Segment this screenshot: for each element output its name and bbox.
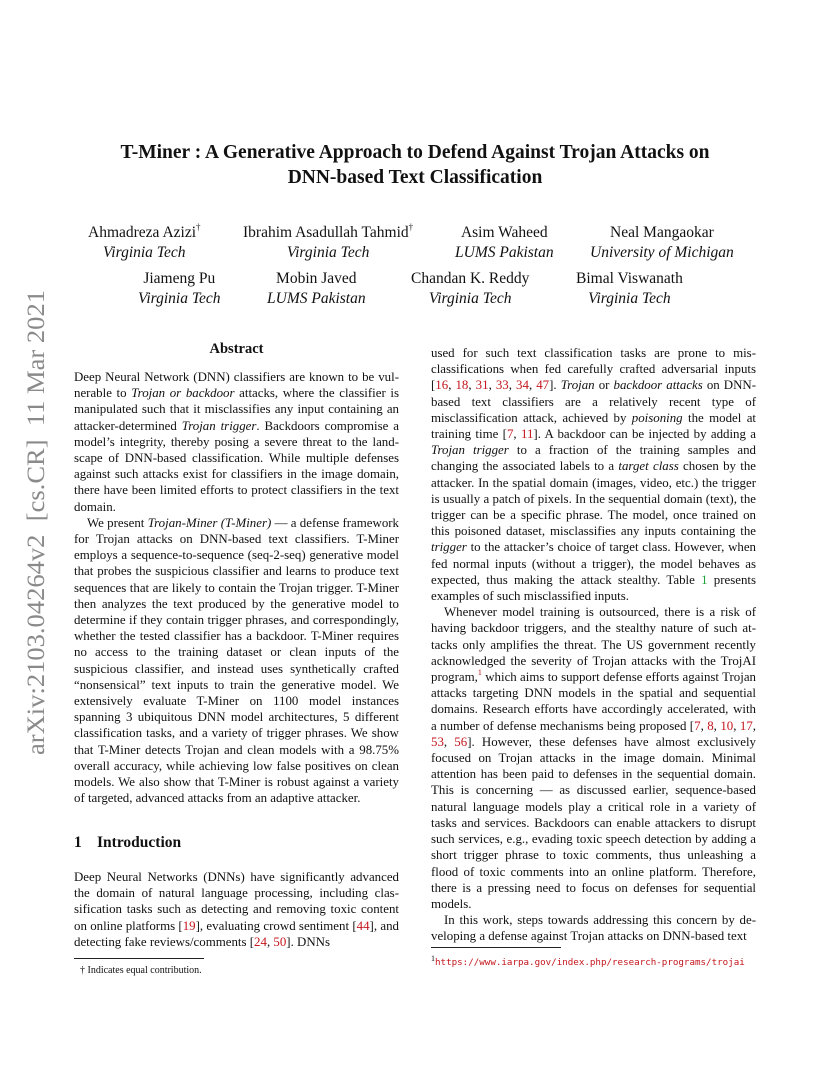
citation-link[interactable]: 24 <box>254 934 267 949</box>
author-block <box>590 223 734 262</box>
footnote-marker[interactable]: 1 <box>477 668 482 678</box>
citation-link[interactable]: 16 <box>435 378 449 393</box>
intro-paragraph-continued: used for such text classification tasks are prone to misclassifications when fed carefully crafted adversarial inputs [16, 18, 31, 33, 34, 47]. Trojan or backdoor attacks on DNN-based text classifiers are a relatively recent type of misclassification attack, achieved by poisoning the model at training time [7, 11]. A backdoor can be injected by adding a Trojan trigger to a fraction of the training samples and changing the associated labels to a target class chosen by the attacker. In the spatial domain (images, video, etc.) the trigger is usually a patch of pixels. In the sequential domain (text), the trigger can be a specific phrase. The model, once trained on this poisoned dataset, misclassifies any inputs containing the trigger to the attacker’s choice of target class. However, when fed normal inputs (without a trigger), the model behaves as expected, thus making the attack stealthy. Table 1 presents examples of such misclassified inputs. <box>431 346 757 604</box>
citation-link[interactable]: 7 <box>506 427 514 442</box>
left-column <box>74 369 399 806</box>
author-block <box>138 269 221 308</box>
equal-contribution-mark: † <box>196 222 201 232</box>
citation-link[interactable]: 10 <box>720 718 734 733</box>
arxiv-identifier-text: arXiv:2103.04264v2 [cs.CR] 11 Mar 2021 <box>23 317 50 755</box>
trojai-program-link[interactable]: https://www.iarpa.gov/index.php/research-programs/trojai <box>435 957 745 969</box>
author-block <box>267 269 366 308</box>
section-heading-introduction <box>74 834 181 852</box>
author-affiliation: Virginia Tech <box>102 243 186 261</box>
author-name: Asim Waheed <box>460 224 548 241</box>
emphasis: Trojan <box>560 378 595 393</box>
author-affiliation: Virginia Tech <box>138 289 221 307</box>
author-name: Ahmadreza Azizi <box>88 224 197 241</box>
citation-link[interactable]: 31 <box>475 378 489 393</box>
citation-link[interactable]: 11 <box>520 427 534 442</box>
citation-link[interactable]: 47 <box>536 378 550 393</box>
citation-link[interactable]: 34 <box>516 378 529 393</box>
citation-link[interactable]: 53 <box>431 734 444 749</box>
footnote-number: 1 <box>431 954 435 963</box>
author-name: Mobin Javed <box>276 270 357 287</box>
emphasis: Trojan-Miner (T-Miner) <box>147 515 272 530</box>
author-affiliation: Virginia Tech <box>286 243 370 261</box>
section-title: Introduction <box>97 834 182 851</box>
section-number: 1 <box>74 834 82 851</box>
emphasis: trigger <box>431 540 467 555</box>
right-column <box>431 345 756 945</box>
emphasis: Trojan or backdoor <box>131 386 235 401</box>
author-name: Bimal Viswanath <box>576 270 683 287</box>
author-affiliation: Virginia Tech <box>588 289 671 307</box>
abstract-paragraph-2: We present Trojan-Miner (T-Miner) — a defense framework for Trojan attacks on DNN-based text classifiers. T-Miner employs a sequence-to-sequence (seq-2-seq) generative model that probes the suspicious classifier and learns to produce text sequences that are likely to contain the Trojan trigger. T-Miner then analyzes the text produced by the generative model to determine if they contain trigger phrases, and correspondingly, whether the tested classifier has a backdoor. T-Miner requires no access to the training dataset or clean inputs of the suspicious classifier, and instead uses synthetically crafted “nonsensical” text inputs to train the generative model. We extensively evaluate T-Miner on 1100 model instances spanning 3 ubiquitous DNN model architectures, 5 different classification tasks, and a variety of trigger phrases. We show that T-Miner detects Trojan and clean models with a 98.75% overall accuracy, while achieving low false positives on clean models. We also show that T-Miner is robust against a variety of targeted, advanced attacks from an adaptive attacker. <box>74 515 400 806</box>
emphasis: backdoor attacks <box>613 378 703 393</box>
author-name: Jiameng Pu <box>143 270 216 287</box>
citation-link[interactable]: 44 <box>356 918 370 933</box>
footnote-equal-contribution: † Indicates equal contribution. <box>80 965 202 976</box>
footnote-trojai-url <box>431 952 761 970</box>
author-name: Chandan K. Reddy <box>411 270 530 287</box>
author-affiliation: University of Michigan <box>590 243 734 261</box>
paper-title-line-1: T-Miner : A Generative Approach to Defend Against Trojan Attacks on <box>120 142 710 163</box>
footnote-rule <box>431 947 561 948</box>
citation-link[interactable]: 19 <box>182 918 196 933</box>
citation-link[interactable]: 50 <box>273 934 287 949</box>
author-block <box>576 269 683 308</box>
equal-contribution-mark: † <box>408 222 414 232</box>
table-reference-link[interactable]: 1 <box>701 572 708 587</box>
author-block <box>455 223 554 262</box>
author-block <box>243 223 413 262</box>
footnote-rule <box>74 958 204 959</box>
author-block <box>411 269 529 308</box>
emphasis: target class <box>618 459 679 474</box>
author-name: Neal Mangaokar <box>610 224 714 241</box>
author-block <box>88 223 201 262</box>
author-affiliation: LUMS Pakistan <box>267 289 366 307</box>
emphasis: Trojan trigger <box>181 418 257 433</box>
arxiv-identifier-stamp <box>8 285 56 760</box>
citation-link[interactable]: 33 <box>495 378 509 393</box>
paper-title-line-2: DNN-based Text Classification <box>287 167 543 188</box>
introduction-left-text <box>74 869 399 950</box>
emphasis: Trojan trigger <box>431 443 509 458</box>
citation-link[interactable]: 7 <box>694 718 701 733</box>
citation-link[interactable]: 56 <box>454 734 468 749</box>
intro-paragraph-2: Whenever model training is outsourced, there is a risk of having backdoor triggers, and the stealthy nature of such attacks only amplifies the threat. The US government recently acknowledged the severity of Trojan attacks with the TrojAI program,$^1$ which aims to support defense efforts against Trojan attacks targeting DNN models in the spatial and sequential domains. Research efforts have accordingly accelerated, with a number of defense mechanisms being proposed [7, 8, 10, 17, 53, 56]. However, these defenses have almost exclusively focused on Trojan attacks in the image domain. Minimal attention has been paid to defenses in the sequential domain. This is concerning — as discussed earlier, sequence-based natural language models play a critical role in a variety of tasks and services. Backdoors can enable attackers to disrupt such services, e.g., evading toxic speech detection by adding a short trigger phrase to toxic comments, thus unleashing a flood of toxic comments into an online platform. Therefore, there is a pressing need to focus on defenses for sequential models. <box>431 605 756 911</box>
abstract-paragraph-1: Deep Neural Network (DNN) classifiers are known to be vulnerable to Trojan or backdoor attacks, where the classifier is manipulated such that it misclassifies any input containing an attacker-determined Trojan trigger. Backdoors compromise a model’s integrity, thereby posing a severe threat to the landscape of DNN-based classification. While multiple defenses against such attacks exist for classifiers in the image domain, there have been limited efforts to protect classifiers in the text domain. <box>74 370 400 514</box>
citation-link[interactable]: 17 <box>739 718 753 733</box>
intro-paragraph-3: In this work, steps towards addressing this concern by developing a defense against Trojan attacks on DNN-based text <box>431 913 756 944</box>
citation-link[interactable]: 18 <box>455 378 469 393</box>
citation-link[interactable]: 8 <box>707 718 714 733</box>
emphasis: poisoning <box>631 410 683 425</box>
introduction-paragraph-1: Deep Neural Networks (DNNs) have significantly advanced the domain of natural language processing, including classification tasks such as detecting and removing toxic content on online platforms [19], evaluating crowd sentiment [44], and detecting fake reviews/comments [24, 50]. DNNs <box>74 870 399 949</box>
author-affiliation: LUMS Pakistan <box>455 243 554 261</box>
author-name: Ibrahim Asadullah Tahmid <box>243 224 409 241</box>
abstract-heading: Abstract <box>209 341 264 357</box>
author-affiliation: Virginia Tech <box>428 289 512 307</box>
paper-title <box>70 140 760 190</box>
